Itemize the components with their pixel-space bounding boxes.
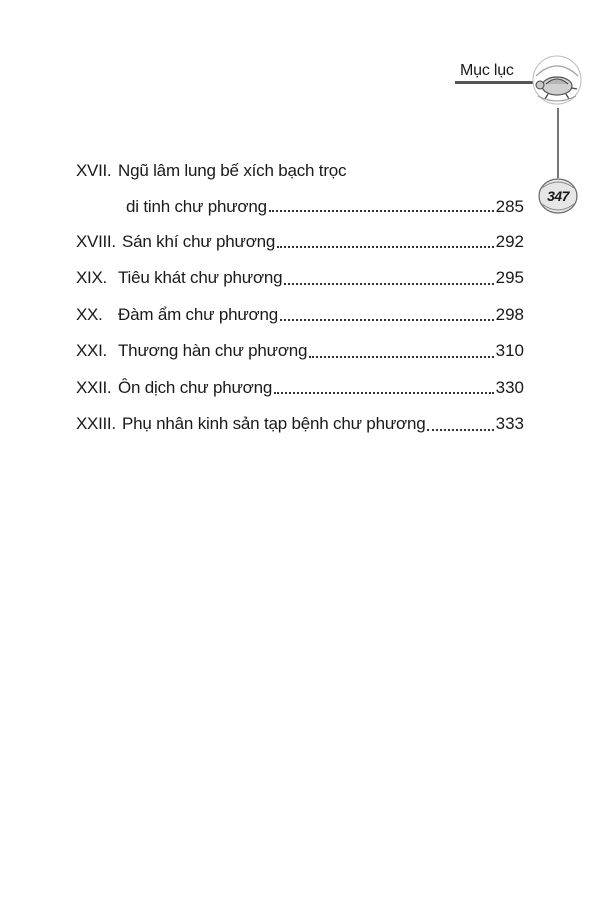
running-header-title: Mục lục — [460, 62, 514, 79]
dot-leader — [269, 209, 494, 212]
toc-entry-page: 295 — [495, 268, 524, 288]
dot-leader — [280, 318, 494, 321]
turtle-ornament-icon — [528, 52, 586, 110]
toc-entry-title: Phụ nhân kinh sản tạp bệnh chư phương — [122, 414, 426, 434]
toc-entry-title: Đàm ẩm chư phương — [118, 304, 278, 324]
toc-entry — [76, 333, 524, 370]
toc-entry-number: XXIII. — [76, 414, 116, 434]
toc-entry-number: XVIII. — [76, 231, 116, 251]
toc-entry-number: XXII. — [76, 377, 112, 397]
toc-entry-continuation — [76, 190, 524, 224]
dot-leader — [277, 245, 493, 248]
toc-entry-number: XVII. — [76, 161, 112, 181]
header-rule — [455, 81, 533, 84]
toc-entry — [76, 224, 524, 261]
toc-entry — [76, 370, 524, 407]
toc-entry-page: 333 — [495, 414, 524, 434]
dot-leader — [427, 428, 493, 431]
toc-entry-title: Thương hàn chư phương — [118, 341, 308, 361]
toc-entry-page: 285 — [495, 196, 524, 216]
table-of-contents — [76, 153, 524, 443]
dot-leader — [274, 391, 494, 394]
page-number: 347 — [547, 188, 569, 204]
toc-entry-number: XIX. — [76, 268, 107, 288]
toc-entry-number: XXI. — [76, 341, 107, 361]
toc-entry-number: XX. — [76, 304, 103, 324]
toc-entry-page: 292 — [495, 231, 524, 251]
toc-entry-page: 310 — [495, 341, 524, 361]
dot-leader — [309, 355, 493, 358]
toc-entry-title: Sán khí chư phương — [122, 231, 276, 251]
dot-leader — [284, 282, 493, 285]
toc-entry-title: Tiêu khát chư phương — [118, 268, 283, 288]
toc-entry — [76, 153, 524, 190]
toc-entry-title: Ngũ lâm lung bế xích bạch trọc — [118, 161, 347, 181]
toc-entry — [76, 297, 524, 334]
toc-entry-page: 330 — [495, 377, 524, 397]
toc-entry — [76, 406, 524, 443]
toc-entry — [76, 260, 524, 297]
toc-entry-title: Ôn dịch chư phương — [118, 377, 273, 397]
toc-entry-page: 298 — [495, 304, 524, 324]
spine-line — [557, 108, 559, 178]
toc-entry-title: di tinh chư phương — [126, 196, 267, 216]
